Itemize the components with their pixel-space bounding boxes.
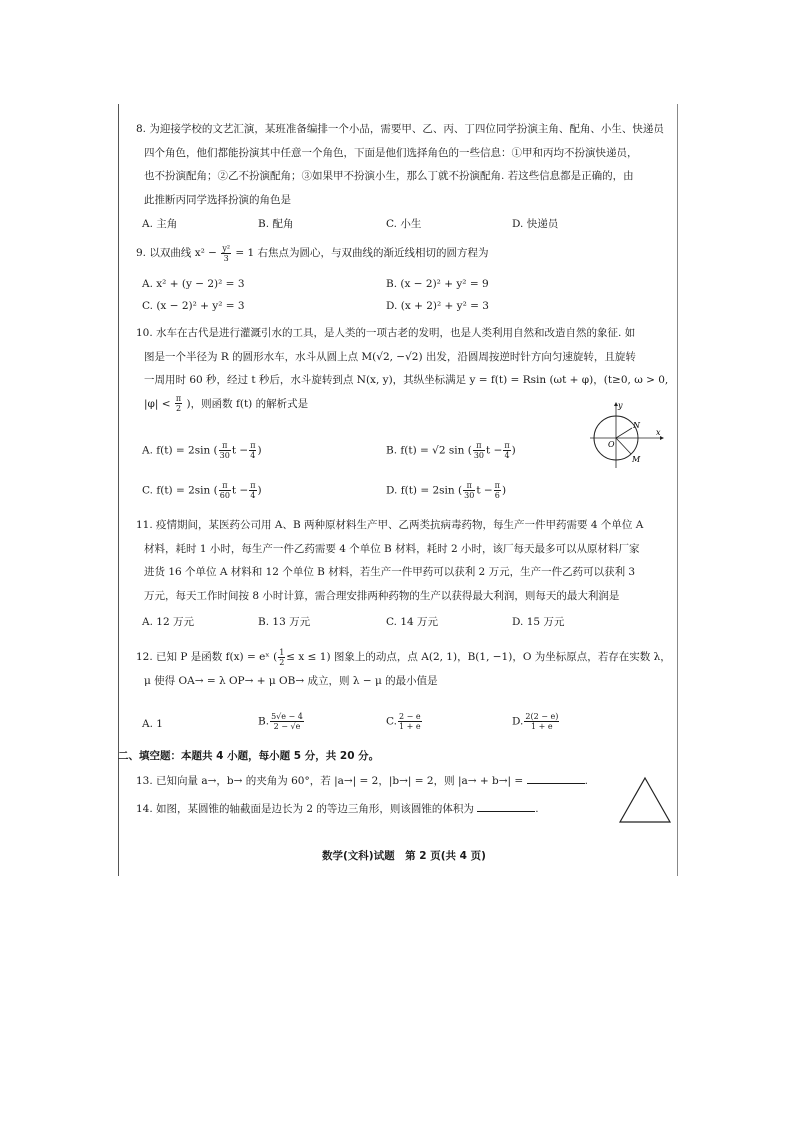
q13-answer-blank[interactable] — [527, 773, 585, 784]
q10b-d1: 30 — [473, 451, 485, 460]
q9-prefix: 9. 以双曲线 x² − — [136, 247, 217, 259]
q10d-d2: 6 — [494, 491, 500, 500]
q10-line2: 图是一个半径为 R 的圆形水车，水斗从圆上点 M(√2, −√2) 出发，沿圆周按逆时针方向匀速旋转，且旋转 — [144, 350, 636, 363]
q10c-frac2 — [249, 481, 256, 500]
q12-frac-num: 1 — [279, 647, 285, 657]
q10-line4-fraction — [175, 394, 182, 413]
q10d-n2: π — [494, 481, 500, 490]
section-2-heading: 二、填空题：本题共 4 小题，每小题 5 分，共 20 分。 — [118, 750, 380, 762]
q10-line4-b: )，则函数 f(t) 的解析式是 — [186, 397, 309, 410]
q9-option-c: C. (x − 2)² + y² = 3 — [142, 300, 245, 312]
q10c-n1: π — [219, 481, 231, 491]
q12c-label: C. — [386, 715, 397, 728]
q10a-pre: A. f(t) = 2sin ( — [142, 444, 218, 457]
q8-option-a: A. 主角 — [142, 218, 178, 230]
q10b-frac1 — [473, 441, 485, 460]
q10-option-c — [142, 481, 262, 500]
q10-line4-a: |φ| < — [144, 397, 171, 410]
waterwheel-figure — [588, 400, 664, 470]
q10d-mid: t − — [476, 484, 493, 497]
question-11 — [136, 514, 666, 608]
q10a-frac2 — [249, 441, 256, 460]
q10c-d1: 60 — [219, 491, 230, 500]
q12b-num: 5√e − 4 — [271, 712, 303, 721]
q12b-den: 2 − √e — [273, 722, 301, 731]
q10d-pre: D. f(t) = 2sin ( — [386, 484, 463, 497]
q10d-n1: π — [463, 481, 475, 491]
q9-option-b: B. (x − 2)² + y² = 9 — [386, 278, 489, 290]
q11-line3: 进货 16 个单位 A 材料和 12 个单位 B 材料，若生产一件甲药可以获利 2 万元，生产一件乙药可以获利 3 — [144, 566, 636, 578]
page-footer: 数学(文科)试题 第 2 页(共 4 页) — [322, 850, 486, 862]
q8-line2: 四个角色，他们都能扮演其中任意一个角色，下面是他们选择角色的一些信息：①甲和丙均不扮演快递员， — [144, 146, 638, 159]
q10d-post: ) — [501, 484, 507, 497]
q12b-frac — [270, 712, 304, 731]
q10-line3: 一周用时 60 秒，经过 t 秒后，水斗旋转到点 N(x, y)，其纵坐标满足 y = f(t) = Rsin (ωt + φ)，(t≥0, ω > 0, — [144, 374, 669, 386]
q11-option-b: B. 13 万元 — [258, 616, 311, 628]
q9-option-a: A. x² + (y − 2)² = 3 — [142, 278, 245, 290]
q8-line4: 此推断丙同学选择扮演的角色是 — [144, 193, 291, 206]
question-9 — [136, 242, 666, 266]
q10a-post: ) — [257, 444, 262, 457]
q10d-frac2 — [494, 481, 501, 500]
q10c-d2: 4 — [250, 491, 256, 500]
q12c-num: 2 − e — [399, 712, 421, 721]
q10c-mid: t − — [231, 484, 249, 497]
question-13: 13. 已知向量 a→，b→ 的夹角为 60°，若 |a→| = 2，|b→| = 2，则 |a→ + b→| = . — [136, 775, 588, 787]
q10b-pre: B. f(t) = √2 sin ( — [386, 444, 472, 457]
q10c-n2: π — [250, 481, 256, 490]
q12-fraction — [278, 648, 285, 667]
q8-option-b: B. 配角 — [258, 218, 294, 230]
q9-frac-den: 3 — [223, 253, 229, 263]
q8-option-c: C. 小生 — [386, 218, 422, 230]
q10-option-a — [142, 441, 262, 460]
q9-option-d: D. (x + 2)² + y² = 3 — [386, 300, 489, 312]
q14-answer-blank[interactable] — [477, 801, 535, 812]
q8-option-d: D. 快递员 — [512, 218, 559, 230]
cone-cross-section-triangle — [618, 776, 672, 824]
q12c-frac — [398, 712, 422, 731]
q12-option-b — [258, 712, 305, 731]
q10b-n1: π — [473, 441, 485, 451]
q10b-d2: 4 — [504, 451, 510, 460]
question-10 — [136, 322, 669, 416]
equilateral-triangle — [620, 778, 670, 822]
question-14: 14. 如图，某圆锥的轴截面是边长为 2 的等边三角形，则该圆锥的体积为 . — [136, 803, 539, 815]
q11-option-a: A. 12 万元 — [142, 616, 194, 628]
q12d-den: 1 + e — [531, 722, 553, 731]
q13-text: 13. 已知向量 a→，b→ 的夹角为 60°，若 |a→| = 2，|b→| = 2，则 |a→ + b→| = — [136, 775, 524, 787]
q10-line4-frac-den: 2 — [176, 404, 182, 413]
q10c-frac1 — [219, 481, 231, 500]
q12d-label: D. — [512, 715, 524, 728]
x-axis-arrow — [660, 436, 664, 440]
q10d-d1: 30 — [464, 491, 475, 500]
q9-frac-num: y² — [222, 243, 231, 253]
q10c-post: ) — [257, 484, 262, 497]
question-12 — [136, 646, 671, 693]
q14-text: 14. 如图，某圆锥的轴截面是边长为 2 的等边三角形，则该圆锥的体积为 — [136, 803, 474, 815]
q8-line1: 8. 为迎接学校的文艺汇演，某班准备编排一个小品，需要甲、乙、丙、丁四位同学扮演主角、配角、小生、快递员 — [136, 123, 664, 135]
q10b-mid: t − — [486, 444, 503, 457]
q11-option-c: C. 14 万元 — [386, 616, 439, 628]
radius-on — [616, 428, 632, 438]
q10b-n2: π — [504, 441, 510, 450]
q11-line4: 万元，每天工作时间按 8 小时计算，需合理安排两种药物的生产以获得最大利润，则每天的最大利润是 — [144, 589, 620, 602]
q12-line1-b: ≤ x ≤ 1) 图象上的动点，点 A(2, 1)，B(1, −1)，O 为坐标原点，若存在实数 λ， — [286, 651, 671, 663]
q10-line4-frac-num: π — [175, 394, 182, 403]
q11-option-d: D. 15 万元 — [512, 616, 565, 628]
point-m-label: M — [632, 455, 641, 464]
q10a-n1: π — [219, 441, 231, 451]
q9-fraction — [221, 244, 231, 263]
q10c-pre: C. f(t) = 2sin ( — [142, 484, 218, 497]
q12d-num: 2(2 − e) — [525, 712, 559, 721]
q11-line2: 材料，耗时 1 小时，每生产一件乙药需要 4 个单位 B 材料，耗时 2 小时，该厂每天最多可以从原材料厂家 — [144, 542, 640, 555]
q12d-frac — [524, 712, 559, 731]
q10a-n2: π — [250, 441, 256, 450]
page-right-border — [677, 104, 678, 876]
q10a-mid: t − — [231, 444, 249, 457]
q12-line2: μ 使得 OA→ = λ OP→ + μ OB→ 成立，则 λ − μ 的最小值是 — [144, 674, 438, 687]
q12c-den: 1 + e — [399, 722, 421, 731]
q10b-frac2 — [503, 441, 510, 460]
q10b-post: ) — [511, 444, 516, 457]
q12-option-c — [386, 712, 423, 731]
radius-om — [616, 438, 631, 454]
q8-line3: 也不扮演配角；②乙不扮演配角；③如果甲不扮演小生，那么丁就不扮演配角. 若这些信息都是正确的，由 — [144, 170, 634, 182]
q10-option-d — [386, 481, 506, 500]
x-label: x — [656, 428, 661, 437]
origin-label: O — [608, 440, 615, 449]
q10d-frac1 — [463, 481, 475, 500]
q10a-d1: 30 — [219, 451, 230, 460]
point-n-label: N — [633, 421, 640, 430]
q9-suffix: = 1 右焦点为圆心，与双曲线的渐近线相切的圆方程为 — [235, 247, 489, 259]
q12-line1-a: 12. 已知 P 是函数 f(x) = eˣ ( — [136, 651, 278, 663]
q12-frac-den: 2 — [279, 657, 285, 667]
q10-line1: 10. 水车在古代是进行灌溉引水的工具，是人类的一项古老的发明，也是人类利用自然和改造自然的象征. 如 — [136, 327, 636, 339]
q10-option-b — [386, 441, 516, 460]
q10a-frac1 — [219, 441, 231, 460]
q12-option-a: A. 1 — [142, 718, 163, 730]
q12-option-d — [512, 712, 560, 731]
q10a-d2: 4 — [250, 451, 256, 460]
question-8 — [136, 118, 666, 212]
y-label: y — [618, 401, 623, 410]
q11-line1: 11. 疫情期间，某医药公司用 A、B 两种原材料生产甲、乙两类抗病毒药物，每生产一件甲药需要 4 个单位 A — [136, 519, 644, 531]
q12b-label: B. — [258, 715, 270, 728]
